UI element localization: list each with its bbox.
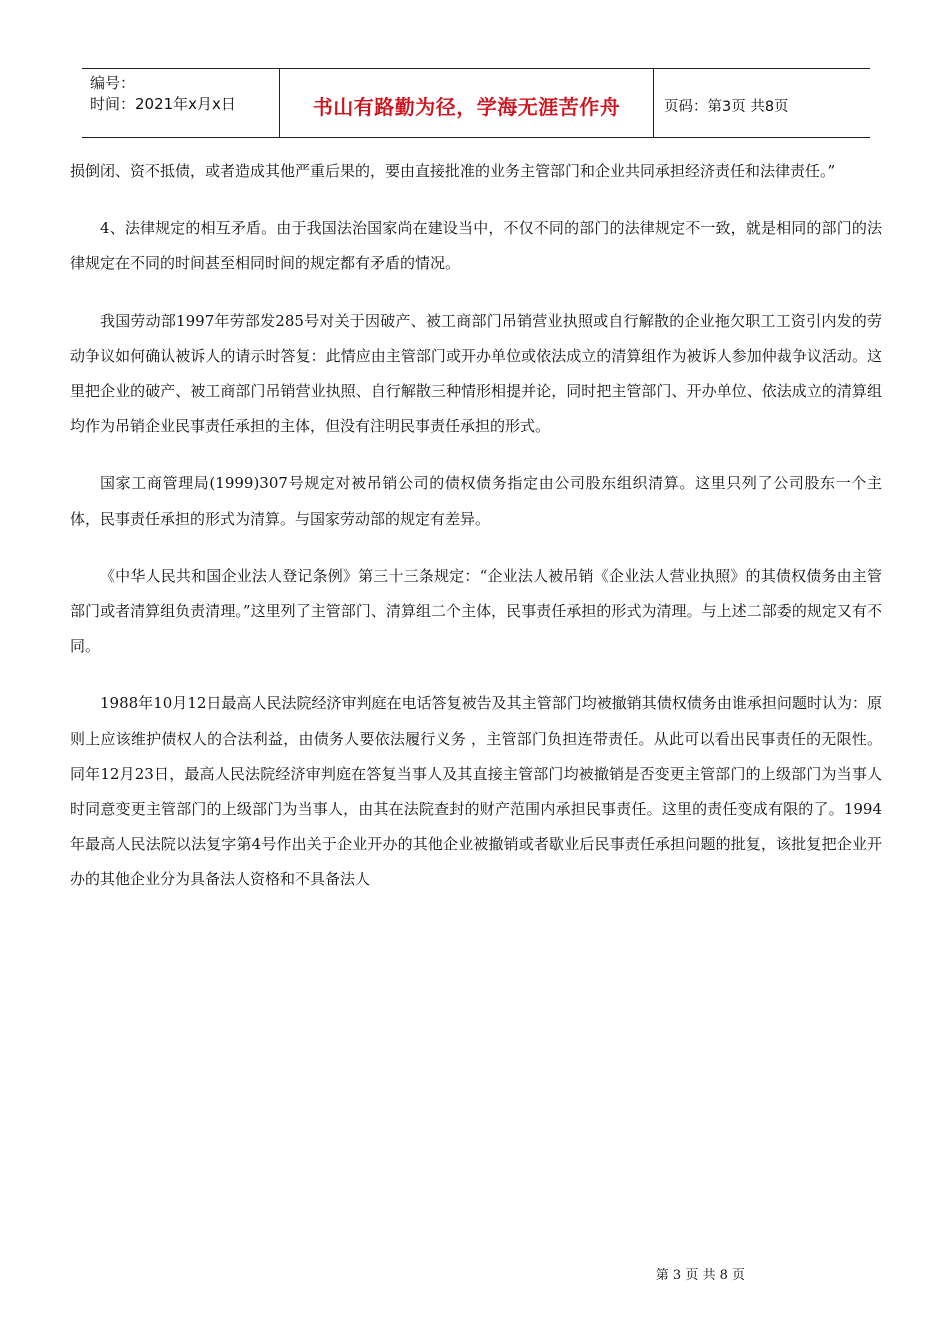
header-meta — [82, 69, 280, 137]
page-header — [82, 68, 870, 138]
paragraph: 4、法律规定的相互矛盾。由于我国法治国家尚在建设当中，不仅不同的部门的法律规定不一致，就是相同的部门的法律规定在不同的时间甚至相同时间的规定都有矛盾的情况。 — [70, 219, 882, 273]
footer-page-number: 第 3 页 共 8 页 — [655, 1268, 745, 1283]
paragraph: 《中华人民共和国企业法人登记条例》第三十三条规定：“企业法人被吊销《企业法人营业执照》的其债权债务由主管部门或者清算组负责清理。”这里列了主管部门、清算组二个主体，民事责任承担的形式为清理。与上述二部委的规定又有不同。 — [70, 566, 882, 656]
paragraph-continued: 损倒闭、资不抵债，或者造成其他严重后果的，要由直接批准的业务主管部门和企业共同承担经济责任和法律责任。” — [70, 162, 836, 180]
document-body — [70, 154, 882, 898]
document-date: 时间：2021年x月x日 — [90, 95, 236, 113]
paragraph: 1988年10月12日最高人民法院经济审判庭在电话答复被告及其主管部门均被撤销其债权债务由谁承担问题时认为：原则上应该维护债权人的合法利益，由债务人要依法履行义务 ，主管部门负担连带责任。从此可以看出民事责任的无限性。同年12月23日，最高人民法院经济审判庭在答复当事人及其直接主管部门均被撤销是否变更主管部门的上级部门为当事人时同意变更主管部门的上级部门为当事人，由其在法院查封的财产范围内承担民事责任。这里的责任变成有限的了。1994年最高人民法院以法复字第4号作出关于企业开办的其他企业被撤销或者歇业后民事责任承担问题的批复，该批复把企业开办的其他企业分为具备法人资格和不具备法人 — [70, 694, 882, 889]
header-motto: 书山有路勤为径，学海无涯苦作舟 — [280, 69, 654, 137]
page-footer — [0, 1264, 950, 1283]
paragraph: 国家工商管理局(1999)307号规定对被吊销公司的债权债务指定由公司股东组织清算。这里只列了公司股东一个主体，民事责任承担的形式为清算。与国家劳动部的规定有差异。 — [70, 474, 882, 528]
paragraph: 我国劳动部1997年劳部发285号对关于因破产、被工商部门吊销营业执照或自行解散的企业拖欠职工工资引内发的劳动争议如何确认被诉人的请示时答复：此情应由主管部门或开办单位或依法成立的清算组作为被诉人参加仲裁争议活动。这里把企业的破产、被工商部门吊销营业执照、自行解散三种情形相提并论，同时把主管部门、开办单位、依法成立的清算组均作为吊销企业民事责任承担的主体，但没有注明民事责任承担的形式。 — [70, 311, 882, 436]
document-number-label: 编号： — [90, 74, 136, 92]
header-page-info: 页码：第3页 共8页 — [664, 98, 789, 115]
